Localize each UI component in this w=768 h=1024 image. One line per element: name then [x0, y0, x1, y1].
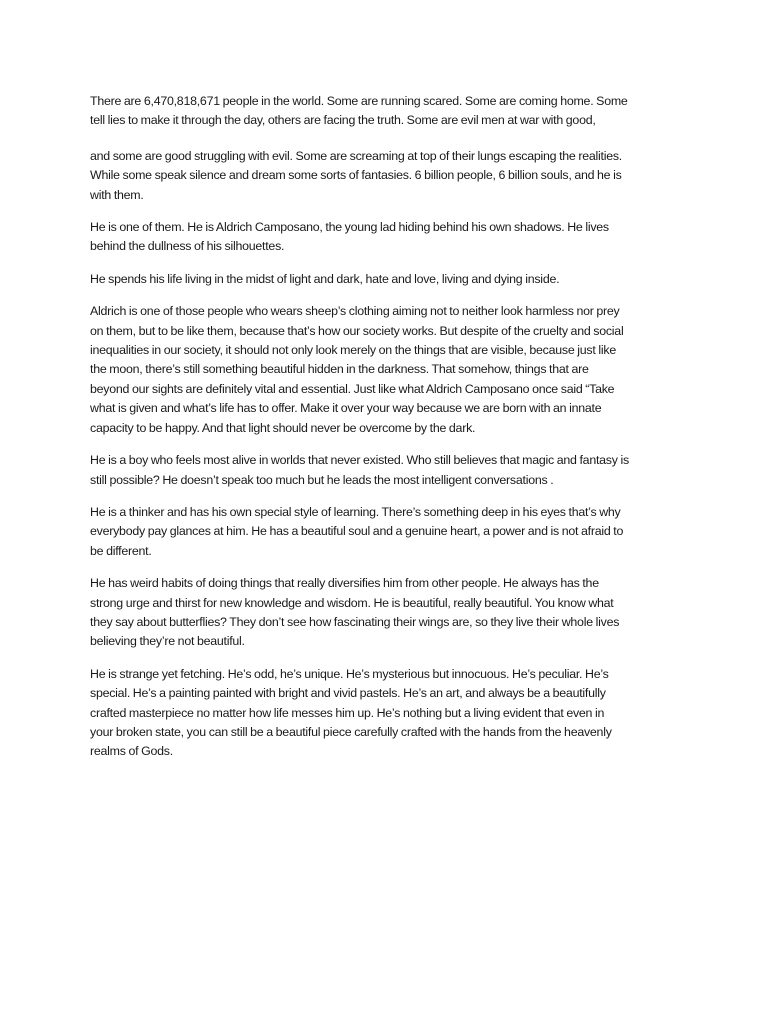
text-line: He spends his life living in the midst of light and dark, hate and love, living and dying inside.	[90, 271, 560, 286]
text-line: crafted masterpiece no matter how life messes him up. He’s nothing but a living evident that even in	[90, 705, 605, 720]
text-line: He is strange yet fetching. He’s odd, he’s unique. He’s mysterious but innocuous. He’s peculiar. He’s	[90, 666, 609, 681]
text-line: be different.	[90, 543, 152, 558]
text-line: and some are good struggling with evil. Some are screaming at top of their lungs escaping the realities.	[90, 148, 622, 163]
text-line: capacity to be happy. And that light should never be overcome by the dark.	[90, 420, 476, 435]
paragraph-6	[90, 451, 676, 490]
text-line: special. He’s a painting painted with bright and vivid pastels. He’s an art, and always be a beautifully	[90, 686, 606, 701]
text-line: the moon, there’s still something beautiful hidden in the darkness. That somehow, things that are	[90, 362, 589, 377]
text-line: what is given and what’s life has to offer. Make it over your way because we are born with an innate	[90, 401, 602, 416]
text-line: on them, but to be like them, because that’s how our society works. But despite of the cruelty and social	[90, 323, 624, 338]
text-line: There are 6,470,818,671 people in the world. Some are running scared. Some are coming home. Some	[90, 94, 628, 108]
text-line: your broken state, you can still be a beautiful piece carefully crafted with the hands from the heavenly	[90, 724, 612, 739]
paragraph-7	[90, 503, 676, 561]
text-line: behind the dullness of his silhouettes.	[90, 239, 285, 254]
text-line: with them.	[90, 187, 144, 202]
text-line: everybody pay glances at him. He has a beautiful soul and a genuine heart, a power and is not afraid to	[90, 524, 624, 539]
text-line: believing they’re not beautiful.	[90, 634, 245, 649]
text-line: He is one of them. He is Aldrich Camposano, the young lad hiding behind his own shadows. He lives	[90, 220, 609, 235]
text-line: they say about butterflies? They don’t see how fascinating their wings are, so they live their whole lives	[90, 614, 620, 629]
document-body	[90, 92, 676, 775]
text-line: tell lies to make it through the day, others are facing the truth. Some are evil men at war with good,	[90, 113, 596, 128]
text-line: While some speak silence and dream some sorts of fantasies. 6 billion people, 6 billion souls, and he is	[90, 168, 622, 183]
text-line: inequalities in our society, it should not only look merely on the things that are visible, because just like	[90, 343, 616, 358]
paragraph-4	[90, 270, 676, 289]
text-line: still possible? He doesn’t speak too much but he leads the most intelligent conversations .	[90, 472, 554, 487]
paragraph-5	[90, 302, 676, 438]
paragraph-9	[90, 665, 676, 762]
paragraph-3	[90, 218, 676, 257]
paragraph-2	[90, 147, 676, 205]
text-line: Aldrich is one of those people who wears sheep’s clothing aiming not to neither look harmless nor prey	[90, 304, 620, 319]
text-line: beyond our sights are definitely vital and essential. Just like what Aldrich Camposano once said “Take	[90, 381, 615, 396]
paragraph-8	[90, 574, 676, 652]
paragraph-1	[90, 92, 676, 131]
text-line: He is a boy who feels most alive in worlds that never existed. Who still believes that magic and fantasy is	[90, 453, 629, 468]
text-line: He has weird habits of doing things that really diversifies him from other people. He always has the	[90, 576, 599, 591]
text-line: He is a thinker and has his own special style of learning. There’s something deep in his eyes that’s why	[90, 504, 621, 519]
text-line: realms of Gods.	[90, 744, 173, 759]
text-line: strong urge and thirst for new knowledge and wisdom. He is beautiful, really beautiful. You know what	[90, 595, 614, 610]
